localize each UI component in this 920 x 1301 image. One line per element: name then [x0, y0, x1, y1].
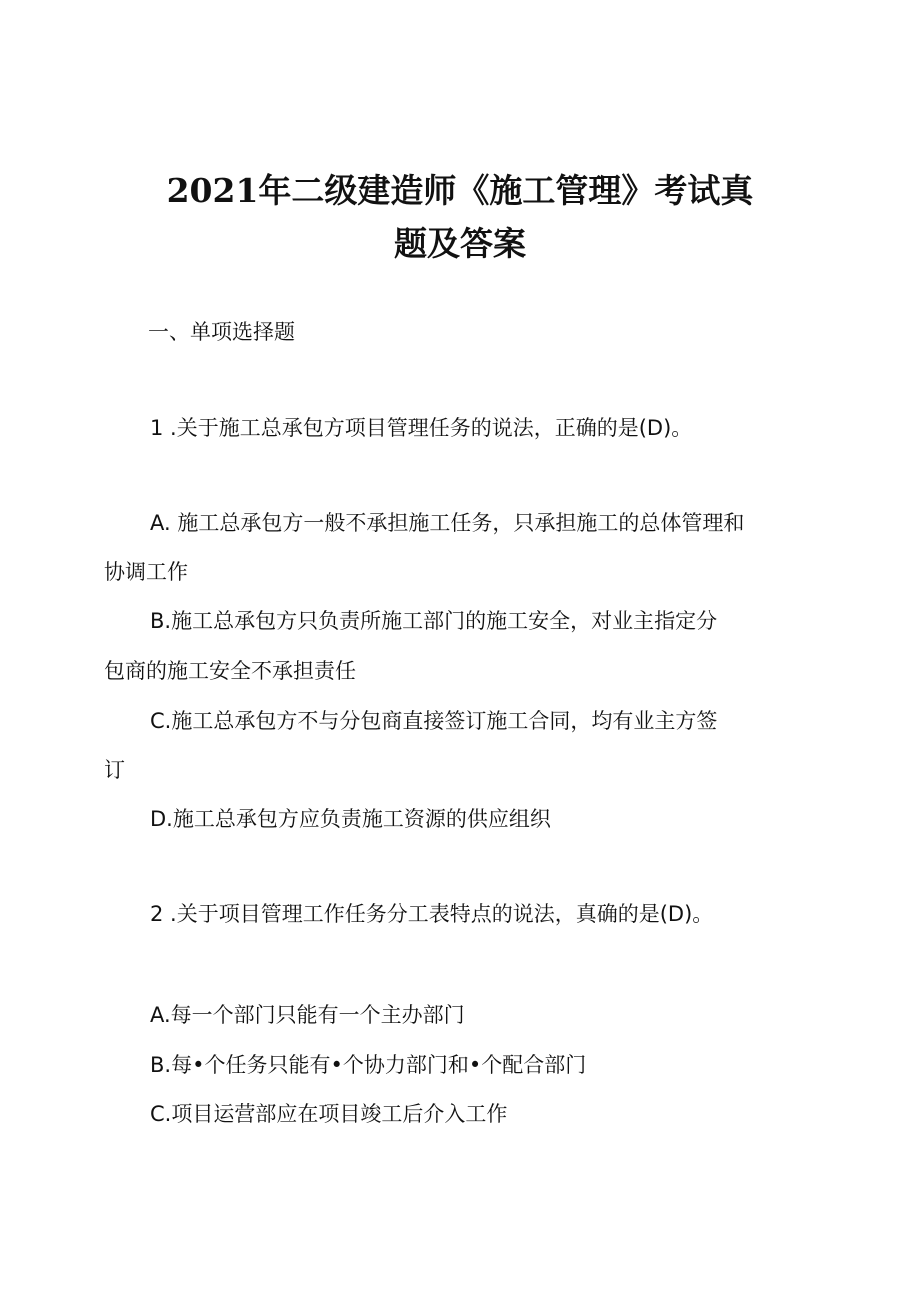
- question-1-option-c-line-2: 订: [104, 758, 125, 782]
- question-1-option-a-line-2: 协调工作: [104, 560, 188, 584]
- question-2-stem: 2 .关于项目管理工作任务分工表特点的说法，真确的是(D)。: [150, 902, 714, 926]
- document-title-line-1: 2021年二级建造师《施工管理》考试真: [166, 171, 754, 210]
- section-heading: 一、单项选择题: [148, 320, 295, 344]
- question-1-option-c-line-1: C.施工总承包方不与分包商直接签订施工合同，均有业主方签: [150, 709, 718, 733]
- question-1-option-b-line-1: B.施工总承包方只负责所施工部门的施工安全，对业主指定分: [150, 609, 718, 633]
- question-1-option-d: D.施工总承包方应负责施工资源的供应组织: [150, 807, 551, 831]
- question-1-option-a-line-1: A. 施工总承包方一般不承担施工任务，只承担施工的总体管理和: [150, 511, 745, 535]
- document-title-line-2: 题及答案: [394, 224, 526, 263]
- question-2-option-c: C.项目运营部应在项目竣工后介入工作: [150, 1102, 508, 1126]
- question-1-option-b-line-2: 包商的施工安全不承担责任: [104, 659, 356, 683]
- question-2-option-b: B.每•个任务只能有•个协力部门和•个配合部门: [150, 1053, 587, 1077]
- question-1-stem: 1 .关于施工总承包方项目管理任务的说法，正确的是(D)。: [150, 416, 693, 440]
- question-2-option-a: A.每一个部门只能有一个主办部门: [150, 1003, 465, 1027]
